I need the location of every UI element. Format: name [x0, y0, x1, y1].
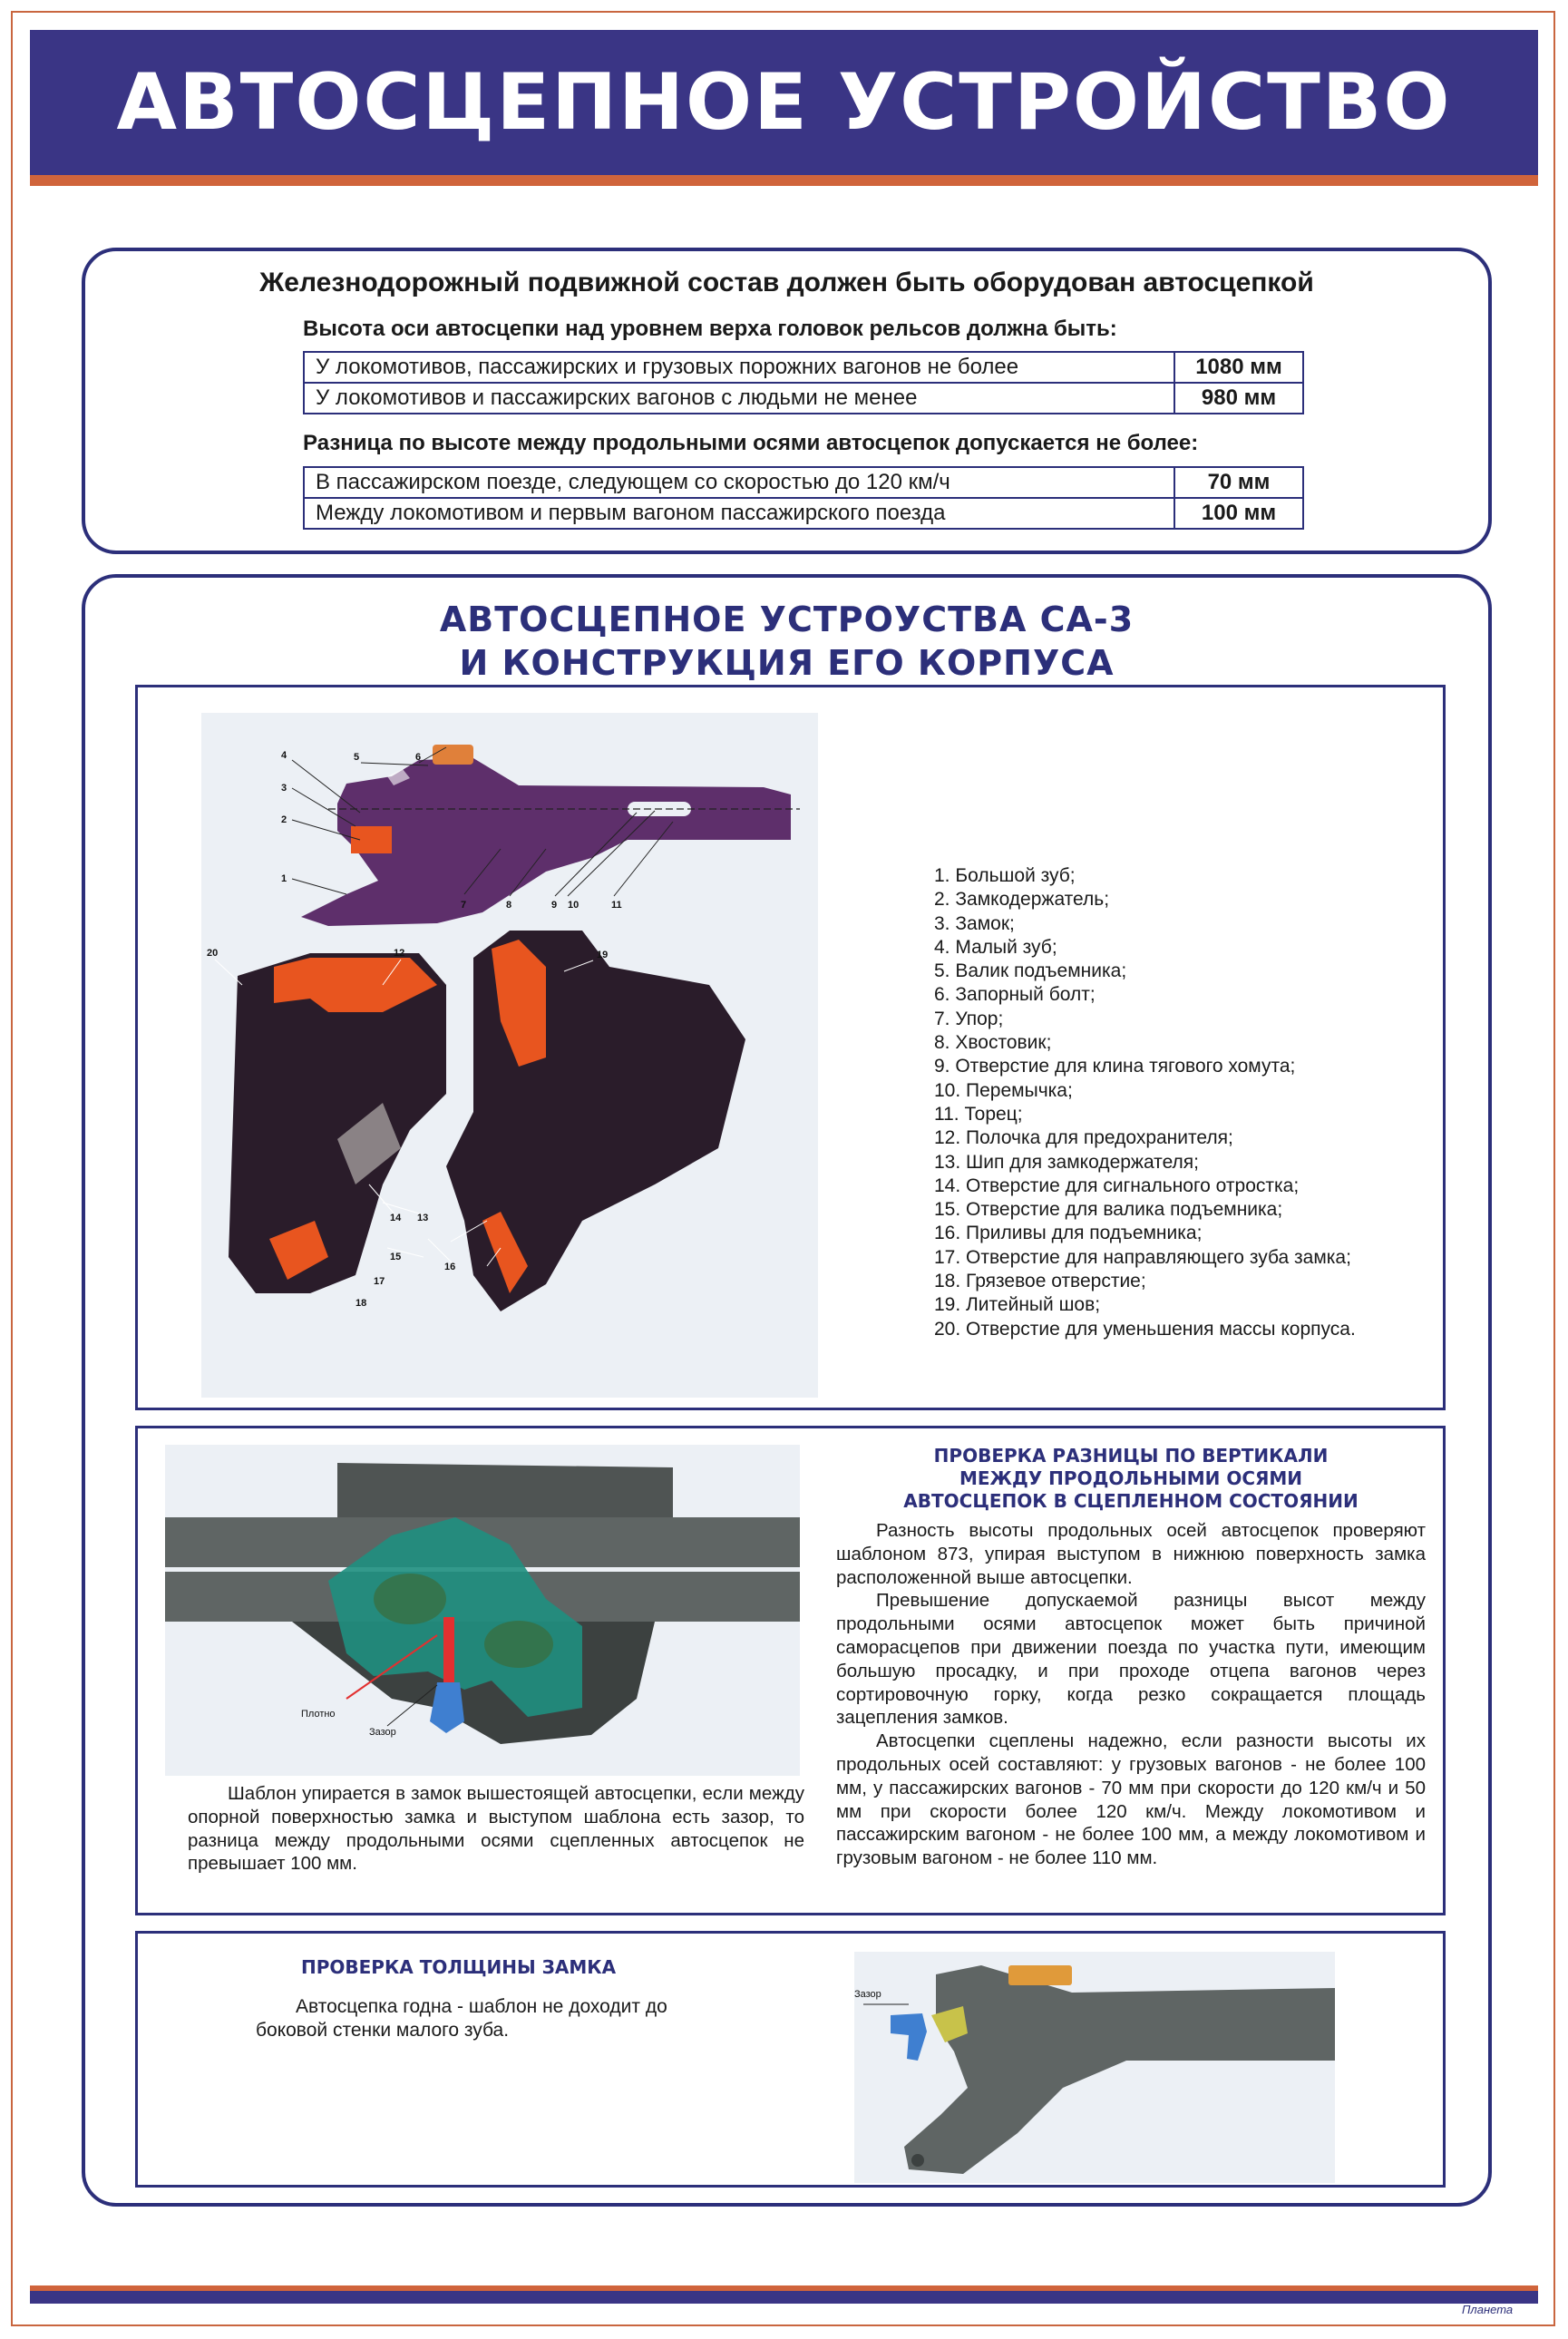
norm-text: В пассажирском поезде, следующем со скоростью до 120 км/ч [304, 467, 1174, 498]
height-heading: Высота оси автосцепки над уровнем верха головок рельсов должна быть: [303, 317, 1117, 341]
lock-shape [351, 826, 392, 853]
list-item: 3. Замок; [934, 912, 1015, 934]
vertical-check-title-line1: ПРОВЕРКА РАЗНИЦЫ ПО ВЕРТИКАЛИ [933, 1445, 1329, 1467]
list-item: 8. Хвостовик; [934, 1032, 1052, 1054]
diagram-number: 8 [506, 900, 512, 911]
sa3-box [82, 574, 1492, 2207]
list-item: 11. Торец; [934, 1103, 1023, 1125]
vertical-check-panel [135, 1426, 1446, 1915]
diagram-number: 17 [374, 1276, 385, 1287]
norm-value: 70 мм [1174, 467, 1303, 498]
locking-bolt-orange [1008, 1965, 1072, 1985]
poster-footer [30, 2285, 1538, 2304]
coupler-head-grey [904, 1965, 1335, 2174]
diagram-number: 16 [444, 1262, 456, 1272]
list-item: 18. Грязевое отверстие; [934, 1271, 1146, 1292]
vertical-check-title-line2: МЕЖДУ ПРОДОЛЬНЫМИ ОСЯМИ [959, 1467, 1303, 1489]
sa3-title [85, 598, 1488, 685]
diagram-number: 4 [281, 750, 287, 761]
list-item: 9. Отверстие для клина тягового хомута; [934, 1056, 1296, 1077]
list-item: 19. Литейный шов; [934, 1294, 1101, 1316]
label-gap: Зазор [854, 1989, 881, 2000]
diagram-number: 11 [611, 900, 622, 911]
diagram-number: 13 [417, 1213, 429, 1223]
hole [911, 2154, 924, 2167]
paragraph: Автосцепки сцеплены надежно, если разности высоты их продольных осей составляют: у грузовых вагонов - не более 100 мм, у пассажирских вагонов - 70 мм при скорости до 120 км/ч и 50 мм при скорости более 120 км/ч. Между локомотивом и пассажирским вагоном - не более 100 мм, а между локомотивом и грузовым вагоном - не более 110 мм. [836, 1730, 1426, 1869]
requirements-box [82, 248, 1492, 554]
list-item: 16. Приливы для подъемника; [934, 1223, 1203, 1244]
gauge-873 [443, 1617, 454, 1685]
norm-value: 100 мм [1174, 498, 1303, 529]
poster-title: АВТОСЦЕПНОЕ УСТРОЙСТВО [116, 57, 1452, 148]
coupler-body-panel [135, 685, 1446, 1410]
vertical-check-caption: Шаблон упирается в замок вышестоящей автосцепки, если между опорной поверхностью замка и выступом шаблона есть зазор, то разница между продольными осями сцепленных автосцепок не превышает 100 мм. [188, 1783, 804, 1875]
diagram-number: 9 [551, 900, 558, 911]
list-item: 17. Отверстие для направляющего зуба замка; [934, 1246, 1351, 1268]
requirements-title: Железнодорожный подвижной состав должен быть оборудован автосцепкой [259, 268, 1314, 297]
diagram-number: 15 [390, 1252, 402, 1262]
table-row [304, 383, 1303, 414]
paragraph: Превышение допускаемой разницы высот между продольными осями автосцепок может быть причиной саморасцепов при движении поезда по участка пути, имеющим большую просадку, и при проходе отцепа вагонов через сортировочную горку, когда резко сокращается площадь зацепления замков. [836, 1590, 1426, 1729]
norm-text: У локомотивов, пассажирских и грузовых порожних вагонов не более [304, 352, 1174, 383]
list-item: 6. Запорный болт; [934, 984, 1096, 1006]
diagram-number: 7 [461, 900, 467, 911]
vertical-check-title [836, 1445, 1426, 1513]
diagram-number: 10 [568, 900, 579, 911]
vertical-check-text [836, 1519, 1426, 1870]
list-item: 4. Малый зуб; [934, 936, 1057, 958]
list-item: 20. Отверстие для уменьшения массы корпуса. [934, 1318, 1356, 1340]
list-item: 1. Большой зуб; [934, 865, 1076, 886]
label-gap: Зазор [369, 1727, 396, 1738]
diagram-number: 18 [355, 1298, 367, 1309]
norm-value: 1080 мм [1174, 352, 1303, 383]
table-row [304, 467, 1303, 498]
diagram-number: 6 [415, 752, 422, 763]
diagram-number: 20 [207, 948, 219, 959]
diagram-number: 3 [281, 783, 287, 794]
publisher-logo: Планета [1462, 2303, 1514, 2316]
lock-check-illustration [854, 1952, 1335, 2183]
vertical-check-title-line3: АВТОСЦЕПОК В СЦЕПЛЕННОМ СОСТОЯНИИ [903, 1490, 1359, 1512]
casting-right-half [446, 931, 745, 1311]
lock-body-left [374, 1574, 446, 1624]
diagram-number: 14 [390, 1213, 402, 1223]
diagram-number: 12 [394, 948, 405, 959]
lock-body-right [484, 1621, 553, 1668]
label-tight: Плотно [301, 1709, 336, 1720]
poster-header [30, 30, 1538, 186]
list-item: 7. Упор; [934, 1008, 1004, 1029]
lock-thickness-panel [135, 1931, 1446, 2188]
parts-list [934, 864, 1356, 1341]
table-row [304, 498, 1303, 529]
list-item: 15. Отверстие для валика подъемника; [934, 1199, 1283, 1221]
diff-heading: Разница по высоте между продольными осями автосцепок допускается не более: [303, 431, 1199, 455]
diagram-number: 2 [281, 814, 287, 825]
height-table [303, 351, 1304, 414]
upper-coupler-head [337, 1463, 673, 1517]
list-item: 10. Перемычка; [934, 1079, 1073, 1101]
vertical-check-illustration [165, 1445, 800, 1776]
lock-check-text: Автосцепка годна - шаблон не доходит до боковой стенки малого зуба. [256, 1996, 667, 2041]
coupler-illustration [201, 713, 818, 1398]
list-item: 2. Замкодержатель; [934, 889, 1110, 911]
diff-table [303, 466, 1304, 530]
table-row [304, 352, 1303, 383]
diagram-number: 5 [354, 752, 360, 763]
diagram-number: 1 [281, 873, 287, 884]
list-item: 13. Шип для замкодержателя; [934, 1151, 1200, 1173]
paragraph: Разность высоты продольных осей автосцепок проверяют шаблоном 873, упирая выступом в нижнюю поверхность замка расположенной выше автосцепки. [836, 1520, 1426, 1588]
diagram-number: 19 [597, 950, 609, 960]
norm-text: У локомотивов и пассажирских вагонов с людьми не менее [304, 383, 1174, 414]
norm-value: 980 мм [1174, 383, 1303, 414]
sa3-title-line2: И КОНСТРУКЦИЯ ЕГО КОРПУСА [459, 643, 1115, 683]
lock-gauge-tool [891, 2013, 927, 2061]
norm-text: Между локомотивом и первым вагоном пассажирского поезда [304, 498, 1174, 529]
list-item: 14. Отверстие для сигнального отростка; [934, 1174, 1300, 1196]
list-item: 5. Валик подъемника; [934, 960, 1127, 982]
locking-bolt-shape [433, 745, 473, 765]
lock-check-title: ПРОВЕРКА ТОЛЩИНЫ ЗАМКА [301, 1956, 617, 1978]
list-item: 12. Полочка для предохранителя; [934, 1127, 1233, 1149]
sa3-title-line1: АВТОСЦЕПНОЕ УСТРОУСТВА СА-3 [439, 599, 1135, 639]
